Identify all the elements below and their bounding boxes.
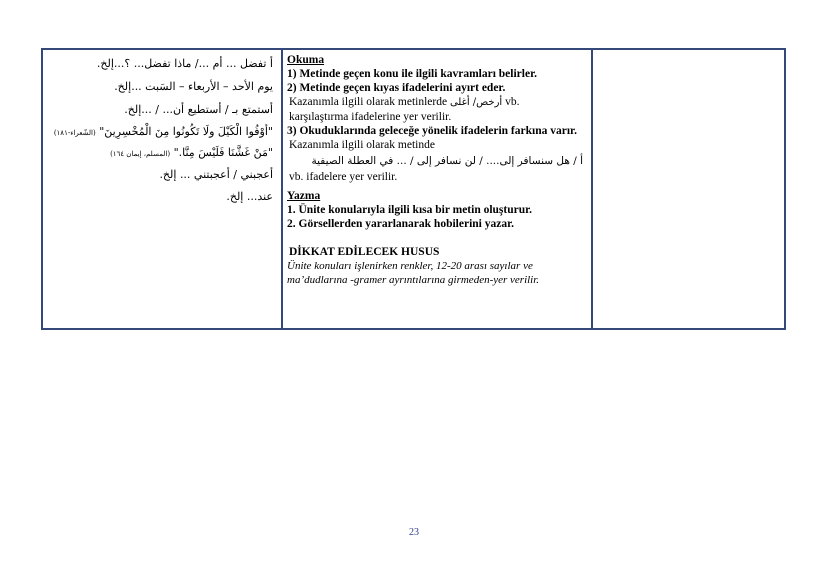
okuma-note-3: Kazanımla ilgili olarak metinde [289,139,435,151]
note-2-arabic: أرخص/ أغلى [449,97,503,108]
note-2-post: vb. [505,96,520,108]
yazma-item-1: 1. Ünite konularıyla ilgili kısa bir metin oluşturur. [287,204,533,216]
quote-2-reference: (المسلم، إيمان ١٦٤) [110,150,171,158]
okuma-note-2 [287,95,587,110]
quote-1-text: "أوْفُوا الْكَيْلَ ولَا تَكُونُوا مِنَ الْمُخْسِرِينَ" [99,125,273,138]
curriculum-table [41,48,786,330]
okuma-item-1: 1) Metinde geçen konu ile ilgili kavramları belirler. [287,68,537,80]
quote-2-text: "مَنْ غَشَّنَا فَلَيْسَ مِنَّا." [173,146,273,159]
dikkat-text: Ünite konuları işlenirken renkler, 12-20 arası sayılar ve ma’dudlarına -gramer ayrıntılarına girmeden-yer verilir. [287,260,540,286]
okuma-item-3: 3) Okuduklarında geleceğe yönelik ifadelerin farkına varır. [287,125,577,137]
yazma-heading: Yazma [287,190,321,202]
arabic-quote-2 [43,146,281,160]
arabic-line-2: يوم الأحد – الأربعاء – السَبت ...إلخ. [114,80,273,93]
arabic-line-3: أستمتع بـ / أستطيع أن... / ...إلخ. [124,103,273,116]
okuma-heading: Okuma [287,54,325,66]
okuma-note-3-arabic: أ / هل سنسافر إلى.... / لن نسافر إلى / ... في العطلة الصيفية [311,155,583,167]
quote-1-reference: (الشّعراء-١٨١) [53,129,96,137]
empty-column [593,50,784,328]
arabic-line-5: أعجبني / أعجبتني ... إلخ. [159,168,273,181]
okuma-note-3-end: vb. ifadelere yer verilir. [289,171,398,183]
yazma-item-2: 2. Görsellerden yararlanarak hobilerini yazar. [287,218,515,230]
arabic-line-6: عند... إلخ. [226,190,273,203]
arabic-quote-1 [43,125,281,139]
arabic-examples-column [43,50,283,328]
turkish-objectives-column [283,50,593,328]
arabic-line-1: أ تفضل ... أم .../ ماذا تفضل... ؟...إلخ. [96,57,273,70]
okuma-note-2-line-2: karşılaştırma ifadelerine yer verilir. [289,111,452,123]
dikkat-heading: DİKKAT EDİLECEK HUSUS [289,246,440,258]
okuma-item-2: 2) Metinde geçen kıyas ifadelerini ayırt eder. [287,82,506,94]
page-number: 23 [409,527,419,538]
note-2-pre: Kazanımla ilgili olarak metinlerde [289,96,448,108]
